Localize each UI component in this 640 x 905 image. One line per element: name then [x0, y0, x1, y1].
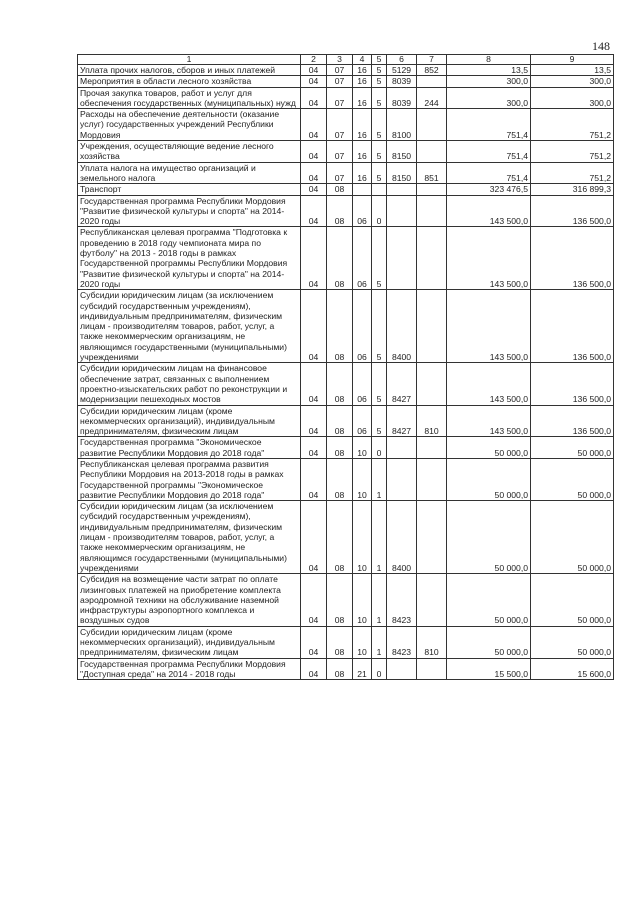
program-code: 21	[353, 658, 372, 680]
subprogram-code: 5	[372, 76, 387, 87]
expense-type-code	[417, 458, 447, 500]
table-row	[78, 574, 614, 626]
target-article-code	[387, 184, 417, 195]
subprogram-code: 5	[372, 363, 387, 405]
table-row	[78, 109, 614, 141]
section-code: 04	[301, 141, 327, 163]
table-row	[78, 658, 614, 680]
amount-first-year: 751,4	[447, 109, 531, 141]
table-row	[78, 162, 614, 184]
target-article-code	[387, 658, 417, 680]
program-code: 06	[353, 363, 372, 405]
amount-first-year: 143 500,0	[447, 363, 531, 405]
subsection-code: 07	[327, 65, 353, 76]
amount-second-year: 50 000,0	[531, 574, 614, 626]
target-article-code: 8150	[387, 162, 417, 184]
amount-first-year: 751,4	[447, 141, 531, 163]
expense-type-code	[417, 437, 447, 459]
table-row	[78, 65, 614, 76]
subprogram-code: 0	[372, 195, 387, 227]
subsection-code: 07	[327, 162, 353, 184]
amount-second-year: 136 500,0	[531, 195, 614, 227]
expense-type-code	[417, 76, 447, 87]
table-row	[78, 626, 614, 658]
amount-second-year: 300,0	[531, 87, 614, 109]
expense-type-code	[417, 109, 447, 141]
subsection-code: 08	[327, 437, 353, 459]
target-article-code	[387, 437, 417, 459]
expense-type-code: 810	[417, 405, 447, 437]
subprogram-code: 0	[372, 658, 387, 680]
amount-first-year: 13,5	[447, 65, 531, 76]
row-name: Государственная программа Республики Мордовия "Развитие физической культуры и спорта" на 2014-2020 годы	[78, 195, 301, 227]
subsection-code: 07	[327, 141, 353, 163]
program-code: 06	[353, 227, 372, 290]
row-name: Уплата прочих налогов, сборов и иных платежей	[78, 65, 301, 76]
column-header: 8	[447, 55, 531, 65]
amount-second-year: 751,2	[531, 109, 614, 141]
row-name: Уплата налога на имущество организаций и земельного налога	[78, 162, 301, 184]
section-code: 04	[301, 87, 327, 109]
program-code: 16	[353, 65, 372, 76]
section-code: 04	[301, 437, 327, 459]
subprogram-code: 5	[372, 405, 387, 437]
amount-first-year: 50 000,0	[447, 574, 531, 626]
column-header: 1	[78, 55, 301, 65]
table-row	[78, 290, 614, 363]
subsection-code: 08	[327, 363, 353, 405]
program-code: 10	[353, 458, 372, 500]
table-row	[78, 87, 614, 109]
row-name: Государственная программа "Экономическое развитие Республики Мордовия до 2018 года"	[78, 437, 301, 459]
amount-second-year: 751,2	[531, 162, 614, 184]
table-row	[78, 76, 614, 87]
amount-first-year: 50 000,0	[447, 501, 531, 574]
amount-second-year: 50 000,0	[531, 437, 614, 459]
amount-first-year: 50 000,0	[447, 458, 531, 500]
subsection-code: 08	[327, 405, 353, 437]
column-header: 7	[417, 55, 447, 65]
expense-type-code	[417, 501, 447, 574]
row-name: Транспорт	[78, 184, 301, 195]
expense-type-code	[417, 363, 447, 405]
amount-first-year: 323 476,5	[447, 184, 531, 195]
table-row	[78, 437, 614, 459]
program-code: 10	[353, 437, 372, 459]
row-name: Субсидии юридическим лицам (кроме некоммерческих организаций), индивидуальным предпринимателям, физическим лицам	[78, 626, 301, 658]
row-name: Учреждения, осуществляющие ведение лесного хозяйства	[78, 141, 301, 163]
subprogram-code: 5	[372, 109, 387, 141]
amount-second-year: 13,5	[531, 65, 614, 76]
target-article-code	[387, 195, 417, 227]
column-header: 3	[327, 55, 353, 65]
expense-type-code	[417, 195, 447, 227]
amount-first-year: 143 500,0	[447, 290, 531, 363]
amount-second-year: 136 500,0	[531, 363, 614, 405]
table-row	[78, 141, 614, 163]
row-name: Расходы на обеспечение деятельности (оказание услуг) государственных учреждений Республики Мордовия	[78, 109, 301, 141]
target-article-code: 8400	[387, 501, 417, 574]
amount-second-year: 50 000,0	[531, 501, 614, 574]
target-article-code	[387, 458, 417, 500]
amount-first-year: 15 500,0	[447, 658, 531, 680]
expense-type-code: 244	[417, 87, 447, 109]
subsection-code: 08	[327, 501, 353, 574]
table-row	[78, 363, 614, 405]
target-article-code: 5129	[387, 65, 417, 76]
amount-first-year: 143 500,0	[447, 195, 531, 227]
program-code: 16	[353, 87, 372, 109]
amount-first-year: 751,4	[447, 162, 531, 184]
program-code: 16	[353, 109, 372, 141]
column-header: 6	[387, 55, 417, 65]
subprogram-code: 5	[372, 162, 387, 184]
program-code: 10	[353, 626, 372, 658]
table-header-row	[78, 55, 614, 65]
expense-type-code: 851	[417, 162, 447, 184]
table-row	[78, 184, 614, 195]
section-code: 04	[301, 184, 327, 195]
row-name: Субсидии юридическим лицам (кроме некоммерческих организаций), индивидуальным предпринимателям, физическим лицам	[78, 405, 301, 437]
subsection-code: 07	[327, 109, 353, 141]
amount-first-year: 50 000,0	[447, 437, 531, 459]
row-name: Субсидии юридическим лицам на финансовое обеспечение затрат, связанных с выполнением проектно-изыскательских работ по реконструкции и модернизации пешеходных мостов	[78, 363, 301, 405]
section-code: 04	[301, 162, 327, 184]
subsection-code: 08	[327, 626, 353, 658]
subprogram-code: 1	[372, 574, 387, 626]
expense-type-code: 852	[417, 65, 447, 76]
target-article-code: 8423	[387, 626, 417, 658]
program-code: 10	[353, 501, 372, 574]
expense-type-code	[417, 141, 447, 163]
section-code: 04	[301, 76, 327, 87]
column-header: 2	[301, 55, 327, 65]
section-code: 04	[301, 574, 327, 626]
section-code: 04	[301, 65, 327, 76]
page-number: 148	[592, 39, 610, 53]
section-code: 04	[301, 109, 327, 141]
program-code: 06	[353, 405, 372, 437]
amount-first-year: 143 500,0	[447, 227, 531, 290]
subprogram-code: 5	[372, 87, 387, 109]
amount-second-year: 316 899,3	[531, 184, 614, 195]
subsection-code: 07	[327, 76, 353, 87]
subsection-code: 08	[327, 184, 353, 195]
table-row	[78, 458, 614, 500]
subprogram-code: 5	[372, 227, 387, 290]
row-name: Государственная программа Республики Мордовия "Доступная среда" на 2014 - 2018 годы	[78, 658, 301, 680]
program-code: 06	[353, 195, 372, 227]
row-name: Субсидия на возмещение части затрат по оплате лизинговых платежей на приобретение комплекта аэродромной техники на обслуживание наземной инфраструктуры аэропортного комплекса и воздушных судов	[78, 574, 301, 626]
section-code: 04	[301, 458, 327, 500]
amount-second-year: 751,2	[531, 141, 614, 163]
section-code: 04	[301, 195, 327, 227]
section-code: 04	[301, 405, 327, 437]
subprogram-code: 1	[372, 458, 387, 500]
expense-type-code	[417, 658, 447, 680]
subsection-code: 08	[327, 227, 353, 290]
program-code: 16	[353, 76, 372, 87]
amount-second-year: 136 500,0	[531, 405, 614, 437]
target-article-code: 8150	[387, 141, 417, 163]
amount-first-year: 300,0	[447, 76, 531, 87]
amount-second-year: 300,0	[531, 76, 614, 87]
row-name: Мероприятия в области лесного хозяйства	[78, 76, 301, 87]
amount-first-year: 50 000,0	[447, 626, 531, 658]
amount-second-year: 50 000,0	[531, 458, 614, 500]
program-code: 10	[353, 574, 372, 626]
target-article-code: 8100	[387, 109, 417, 141]
subprogram-code: 5	[372, 290, 387, 363]
expense-type-code: 810	[417, 626, 447, 658]
section-code: 04	[301, 501, 327, 574]
subsection-code: 08	[327, 574, 353, 626]
target-article-code: 8039	[387, 76, 417, 87]
expense-type-code	[417, 574, 447, 626]
table-row	[78, 195, 614, 227]
subprogram-code: 1	[372, 626, 387, 658]
subprogram-code: 0	[372, 437, 387, 459]
section-code: 04	[301, 658, 327, 680]
expense-type-code	[417, 227, 447, 290]
row-name: Субсидии юридическим лицам (за исключением субсидий государственным учреждениям), индивидуальным предпринимателям, физическим лицам - производителям товаров, работ, услуг, а также некоммерческим организациям, не являющимся государственными (муниципальными) учреждениями	[78, 290, 301, 363]
row-name: Прочая закупка товаров, работ и услуг для обеспечения государственных (муниципальных) нужд	[78, 87, 301, 109]
section-code: 04	[301, 626, 327, 658]
subsection-code: 08	[327, 458, 353, 500]
table-row	[78, 227, 614, 290]
amount-first-year: 300,0	[447, 87, 531, 109]
amount-second-year: 50 000,0	[531, 626, 614, 658]
subsection-code: 08	[327, 195, 353, 227]
program-code: 06	[353, 290, 372, 363]
amount-second-year: 15 600,0	[531, 658, 614, 680]
subprogram-code	[372, 184, 387, 195]
target-article-code: 8427	[387, 405, 417, 437]
subprogram-code: 5	[372, 65, 387, 76]
target-article-code: 8039	[387, 87, 417, 109]
program-code: 16	[353, 162, 372, 184]
expense-type-code	[417, 184, 447, 195]
program-code	[353, 184, 372, 195]
column-header: 5	[372, 55, 387, 65]
target-article-code	[387, 227, 417, 290]
column-header: 4	[353, 55, 372, 65]
amount-second-year: 136 500,0	[531, 227, 614, 290]
column-header: 9	[531, 55, 614, 65]
section-code: 04	[301, 227, 327, 290]
amount-first-year: 143 500,0	[447, 405, 531, 437]
program-code: 16	[353, 141, 372, 163]
target-article-code: 8427	[387, 363, 417, 405]
section-code: 04	[301, 363, 327, 405]
table-row	[78, 501, 614, 574]
expense-type-code	[417, 290, 447, 363]
amount-second-year: 136 500,0	[531, 290, 614, 363]
target-article-code: 8423	[387, 574, 417, 626]
budget-table	[77, 54, 614, 680]
subsection-code: 07	[327, 87, 353, 109]
subprogram-code: 1	[372, 501, 387, 574]
section-code: 04	[301, 290, 327, 363]
row-name: Республиканская целевая программа "Подготовка к проведению в 2018 году чемпионата мира по футболу" на 2013 - 2018 годы в рамках Государственной программы Республики Мордовия "Развитие физической культуры и спорта" на 2014-2020 годы	[78, 227, 301, 290]
subsection-code: 08	[327, 658, 353, 680]
table-row	[78, 405, 614, 437]
subsection-code: 08	[327, 290, 353, 363]
target-article-code: 8400	[387, 290, 417, 363]
subprogram-code: 5	[372, 141, 387, 163]
row-name: Республиканская целевая программа развития Республики Мордовия на 2013-2018 годы в рамках Государственной программы "Экономическое развитие Республики Мордовия до 2018 года"	[78, 458, 301, 500]
row-name: Субсидии юридическим лицам (за исключением субсидий государственным учреждениям), индивидуальным предпринимателям, физическим лицам - производителям товаров, работ, услуг, а также некоммерческим организациям, не являющимся государственными (муниципальными) учреждениями	[78, 501, 301, 574]
